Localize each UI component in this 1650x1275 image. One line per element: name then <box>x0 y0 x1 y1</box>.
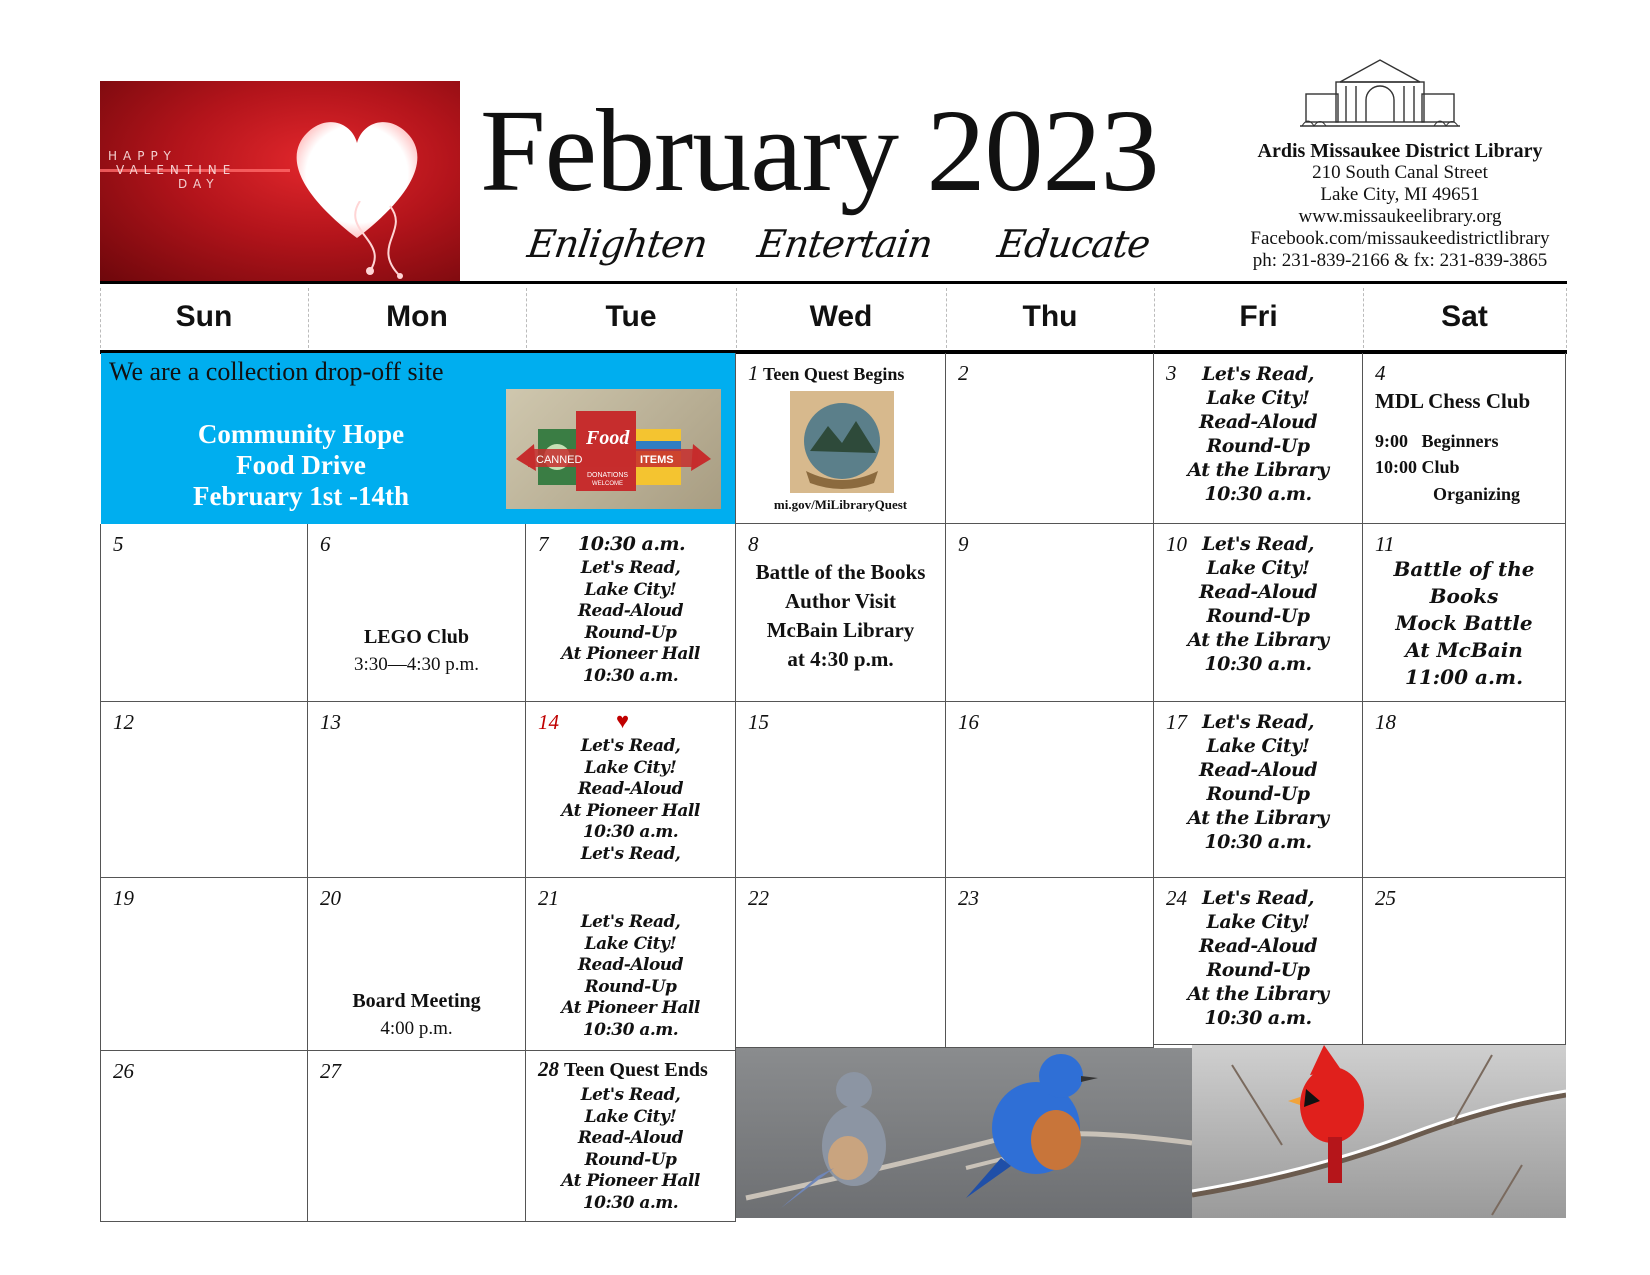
day-14 <box>526 702 736 878</box>
day-number: 22 <box>748 886 769 910</box>
day-number: 11 <box>1375 532 1395 556</box>
day-2 <box>946 353 1154 524</box>
board-meeting-time: 4:00 p.m. <box>380 1018 453 1039</box>
chess-organizing: Organizing <box>1433 484 1521 504</box>
motto-educate: Educate <box>994 222 1153 266</box>
library-building-icon <box>1300 56 1460 132</box>
day-number: 19 <box>113 886 134 910</box>
weekday-fri: Fri <box>1239 300 1278 333</box>
svg-text:ITEMS: ITEMS <box>640 454 674 466</box>
day-number: 16 <box>958 710 979 734</box>
day-6 <box>308 524 526 702</box>
day-18 <box>1363 702 1566 878</box>
day-number: 6 <box>320 532 331 556</box>
day-number: 20 <box>320 886 341 910</box>
chess-club-time: 10:00 Club <box>1375 457 1460 477</box>
mock-battle-event: Battle of the Books Mock Battle At McBain 11:00 a.m. <box>1393 557 1535 689</box>
svg-text:CANNED: CANNED <box>536 454 583 466</box>
day-10 <box>1154 524 1363 702</box>
day-number: 4 <box>1375 361 1386 385</box>
read-aloud-event: Let's Read, Lake City! Read-Aloud Round-Up At Pioneer Hall 10:30 a.m. <box>561 1085 700 1213</box>
header-rule <box>100 281 1567 284</box>
day-16 <box>946 702 1154 878</box>
day-number: 24 <box>1166 886 1187 910</box>
day-3 <box>1154 353 1363 524</box>
day-21 <box>526 878 736 1051</box>
read-aloud-event: Let's Read, Lake City! Read-Aloud Round-Up At the Library 10:30 a.m. <box>1187 363 1329 505</box>
chess-club-title: MDL Chess Club <box>1375 389 1531 413</box>
day-24 <box>1154 878 1363 1045</box>
day-number: 25 <box>1375 886 1396 910</box>
weekday-thu: Thu <box>1022 300 1078 333</box>
day-number: 28 <box>538 1057 559 1081</box>
day-number: 3 <box>1166 361 1177 385</box>
floral-swirl-icon <box>330 201 440 281</box>
day-28 <box>526 1051 736 1222</box>
day-number: 10 <box>1166 532 1187 556</box>
day-number: 23 <box>958 886 979 910</box>
lego-club-time: 3:30—4:30 p.m. <box>353 654 480 675</box>
food-cans-icon <box>506 389 721 509</box>
day-27 <box>308 1051 526 1222</box>
teen-quest-ends: Teen Quest Ends <box>564 1059 708 1081</box>
weekday-sat: Sat <box>1441 300 1488 333</box>
cardinal-photo <box>1192 1045 1566 1218</box>
valentine-image <box>100 81 460 282</box>
day-number: 8 <box>748 532 759 556</box>
day-number: 14 <box>538 710 559 734</box>
day-number: 17 <box>1166 710 1187 734</box>
read-aloud-event: Let's Read, Lake City! Read-Aloud Round-Up At Pioneer Hall 10:30 a.m. <box>561 558 700 686</box>
day-number: 26 <box>113 1059 134 1083</box>
day-9 <box>946 524 1154 702</box>
day-15 <box>736 702 946 878</box>
read-aloud-event: Let's Read, Lake City! Read-Aloud Round-Up At the Library 10:30 a.m. <box>1187 533 1329 675</box>
day-23 <box>946 878 1154 1048</box>
day-1 <box>736 353 946 524</box>
weekday-mon: Mon <box>386 300 448 333</box>
day-number: 1 <box>748 361 759 385</box>
day-20 <box>308 878 526 1051</box>
bluebirds-photo <box>736 1048 1192 1218</box>
day-22 <box>736 878 946 1048</box>
day-number: 13 <box>320 710 341 734</box>
read-aloud-event: Let's Read, Lake City! Read-Aloud Round-Up At Pioneer Hall 10:30 a.m. <box>561 912 700 1040</box>
weekday-sun: Sun <box>175 300 233 333</box>
svg-text:Food: Food <box>586 427 630 449</box>
event-time: 10:30 a.m. <box>578 533 686 555</box>
motto-enlighten: Enlighten <box>524 222 710 266</box>
day-number: 7 <box>538 532 549 556</box>
library-street: 210 South Canal Street <box>1312 162 1488 183</box>
heart-icon: ♥ <box>616 708 630 733</box>
library-facebook[interactable]: Facebook.com/missaukeedistrictlibrary <box>1250 228 1550 249</box>
motto-entertain: Entertain <box>754 222 935 266</box>
day-number: 5 <box>113 532 124 556</box>
food-drive-banner <box>101 353 736 524</box>
day-26 <box>100 1051 308 1222</box>
day-19 <box>100 878 308 1051</box>
day-number: 15 <box>748 710 769 734</box>
day-number: 21 <box>538 886 559 910</box>
milibraryquest-link[interactable]: mi.gov/MiLibraryQuest <box>773 497 908 512</box>
day-7 <box>526 524 736 702</box>
day-11 <box>1363 524 1566 702</box>
read-aloud-event: Let's Read, Lake City! Read-Aloud Round-Up At the Library 10:30 a.m. <box>1187 887 1329 1029</box>
day-8 <box>736 524 946 702</box>
day-17 <box>1154 702 1363 878</box>
day-number: 27 <box>320 1059 341 1083</box>
quest-globe-icon <box>790 391 894 493</box>
day-12 <box>100 702 308 878</box>
teen-quest-begins: Teen Quest Begins <box>763 364 905 384</box>
battle-books-author-visit: Battle of the Books Author Visit McBain Library at 4:30 p.m. <box>755 560 926 671</box>
day-number: 2 <box>958 361 969 385</box>
day-number: 18 <box>1375 710 1396 734</box>
read-aloud-event: Let's Read, Lake City! Read-Aloud At Pioneer Hall 10:30 a.m. Let's Read, <box>561 736 700 864</box>
weekday-tue: Tue <box>605 300 657 333</box>
day-number: 12 <box>113 710 134 734</box>
library-info <box>1200 140 1600 272</box>
weekday-wed: Wed <box>809 300 873 333</box>
day-25 <box>1363 878 1566 1045</box>
drop-off-text: We are a collection drop-off site <box>109 357 444 386</box>
day-number: 9 <box>958 532 969 556</box>
day-4 <box>1363 353 1566 524</box>
month-title: February 2023 <box>480 85 1159 216</box>
read-aloud-event: Let's Read, Lake City! Read-Aloud Round-Up At the Library 10:30 a.m. <box>1187 711 1329 853</box>
svg-text:DONATIONS: DONATIONS <box>587 472 629 479</box>
food-drive-text: Community Hope Food Drive February 1st -14th <box>193 419 409 511</box>
library-phone: ph: 231-839-2166 & fx: 231-839-3865 <box>1252 250 1548 271</box>
library-website[interactable]: www.missaukeelibrary.org <box>1298 206 1502 227</box>
board-meeting-title: Board Meeting <box>352 990 481 1012</box>
day-13 <box>308 702 526 878</box>
day-5 <box>100 524 308 702</box>
chess-beginners: 9:00 Beginners <box>1375 431 1499 451</box>
lego-club-title: LEGO Club <box>363 626 470 648</box>
valentine-text: HAPPY VALENTINE DAY <box>108 149 237 191</box>
library-city: Lake City, MI 49651 <box>1320 184 1480 205</box>
svg-text:WELCOME: WELCOME <box>592 481 624 487</box>
library-name: Ardis Missaukee District Library <box>1257 140 1543 162</box>
